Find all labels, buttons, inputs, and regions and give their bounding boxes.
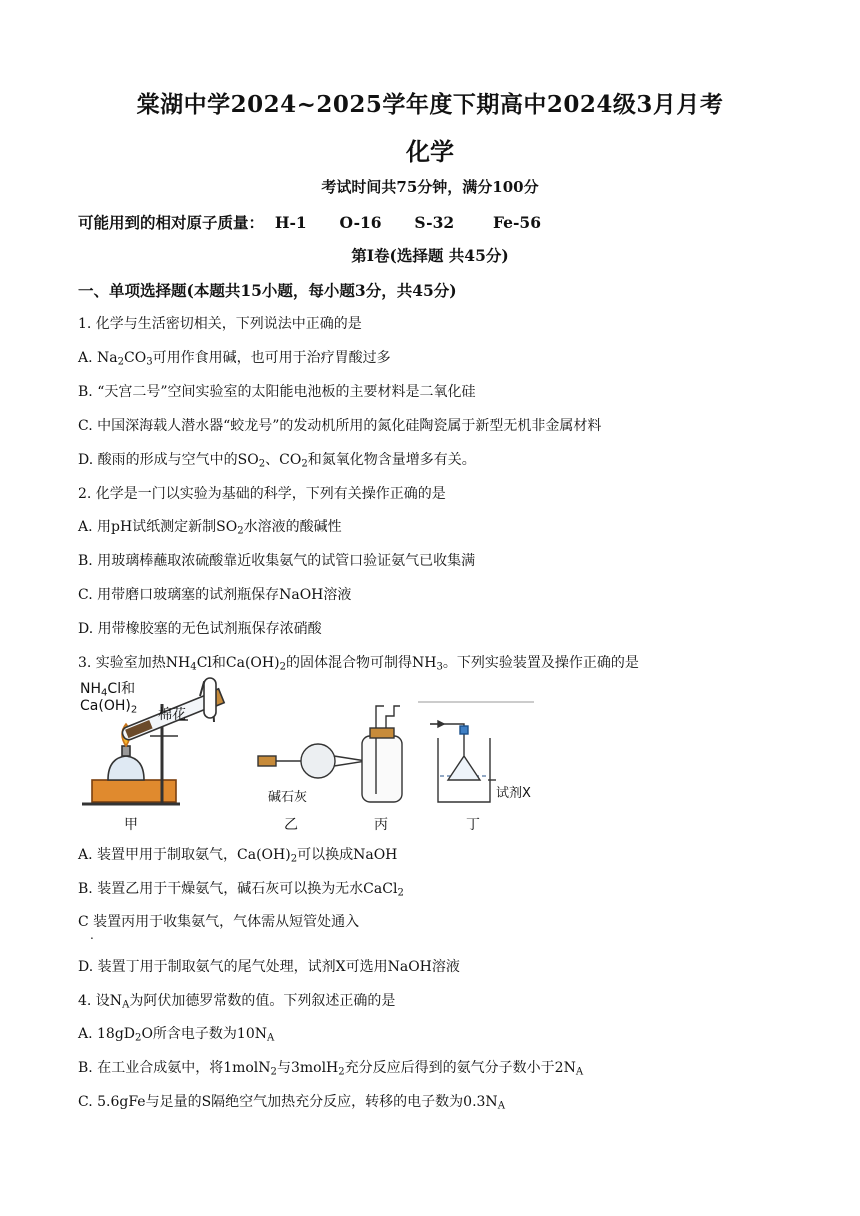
caption-bing: 丙 xyxy=(374,817,388,833)
exam-title: 棠湖中学2024~2025学年度下期高中2024级3月月考 xyxy=(136,91,724,118)
q1-option-c: C. 中国深海载人潜水器“蛟龙号”的发动机所用的氮化硅陶瓷属于新型无机非金属材料 xyxy=(78,418,602,434)
q4-option-a: A. $18gD_2O$所含电子数为$10N_A$ xyxy=(78,1026,275,1044)
q3-option-c-dot: . xyxy=(90,928,94,942)
apparatus-figure xyxy=(80,676,550,836)
atomic-mass-o: O-16 xyxy=(339,213,382,232)
atomic-mass-fe: Fe-56 xyxy=(492,213,542,232)
subject-title: 化学 xyxy=(406,137,454,166)
q2-option-c: C. 用带磨口玻璃塞的试剂瓶保存NaOH溶液 xyxy=(78,587,352,603)
q2-option-b: B. 用玻璃棒蘸取浓硫酸靠近收集氨气的试管口验证氨气已收集满 xyxy=(78,553,476,569)
part1-title: 第I卷(选择题 共45分) xyxy=(351,246,509,265)
caption-yi: 乙 xyxy=(284,817,298,833)
label-reagent-nh4cl: $NH_4Cl$和 xyxy=(80,681,136,699)
q2-stem: 2. 化学是一门以实验为基础的科学，下列有关操作正确的是 xyxy=(78,486,446,502)
q4-stem: 4. 设$N_A$为阿伏加德罗常数的值。下列叙述正确的是 xyxy=(78,993,396,1011)
q3-option-b: B. 装置乙用于干燥氨气，碱石灰可以换为无水CaCl$_2$ xyxy=(78,881,404,899)
apparatus-yi xyxy=(258,744,366,778)
caption-jia: 甲 xyxy=(124,817,138,833)
label-cotton: 棉花 xyxy=(158,707,186,723)
apparatus-bing xyxy=(362,706,402,802)
label-reagent-x: 试剂X xyxy=(496,786,531,801)
q4-option-c: C. 5.6gFe与足量的S隔绝空气加热充分反应，转移的电子数为$0.3N_A$ xyxy=(78,1094,505,1112)
q1-stem: 1. 化学与生活密切相关，下列说法中正确的是 xyxy=(78,316,362,332)
atomic-mass-h: H-1 xyxy=(274,213,307,232)
q4-option-b: B. 在工业合成氨中，将1molN$_2$与3molH$_2$充分反应后得到的氨气分子数小于$2N_A$ xyxy=(78,1060,584,1078)
q1-option-a: A. $Na_2CO_3$可用作食用碱，也可用于治疗胃酸过多 xyxy=(78,350,391,368)
caption-ding: 丁 xyxy=(466,817,480,833)
section1-title: 一、单项选择题(本题共15小题，每小题3分，共45分) xyxy=(78,281,457,300)
q1-option-b: B. “天宫二号”空间实验室的太阳能电池板的主要材料是二氧化硅 xyxy=(78,384,476,400)
label-reagent-caoh2: $Ca(OH)_2$ xyxy=(80,698,138,716)
q1-option-d: D. 酸雨的形成与空气中的$SO_2$、$CO_2$和氮氧化物含量增多有关。 xyxy=(78,452,476,470)
atomic-mass-s: S-32 xyxy=(414,213,455,232)
label-soda-lime: 碱石灰 xyxy=(268,790,308,805)
exam-info: 考试时间共75分钟，满分100分 xyxy=(321,178,539,196)
q3-option-a: A. 装置甲用于制取氨气，$Ca(OH)_2$可以换成NaOH xyxy=(78,847,398,865)
q3-stem: 3. 实验室加热$NH_4Cl$和$Ca(OH)_2$的固体混合物可制得$NH_3$。下列实验装置及操作正确的是 xyxy=(78,655,639,673)
atomic-masses-line xyxy=(78,211,541,233)
atomic-masses-label: 可能用到的相对原子质量： xyxy=(78,213,265,232)
apparatus-drawing xyxy=(80,676,550,836)
q2-option-d: D. 用带橡胶塞的无色试剂瓶保存浓硝酸 xyxy=(78,621,322,637)
q3-option-d: D. 装置丁用于制取氨气的尾气处理，试剂X可选用NaOH溶液 xyxy=(78,959,460,975)
q2-option-a: A. 用pH试纸测定新制$SO_2$水溶液的酸碱性 xyxy=(78,519,342,537)
q3-option-c: C 装置丙用于收集氨气，气体需从短管处通入 xyxy=(78,914,360,930)
